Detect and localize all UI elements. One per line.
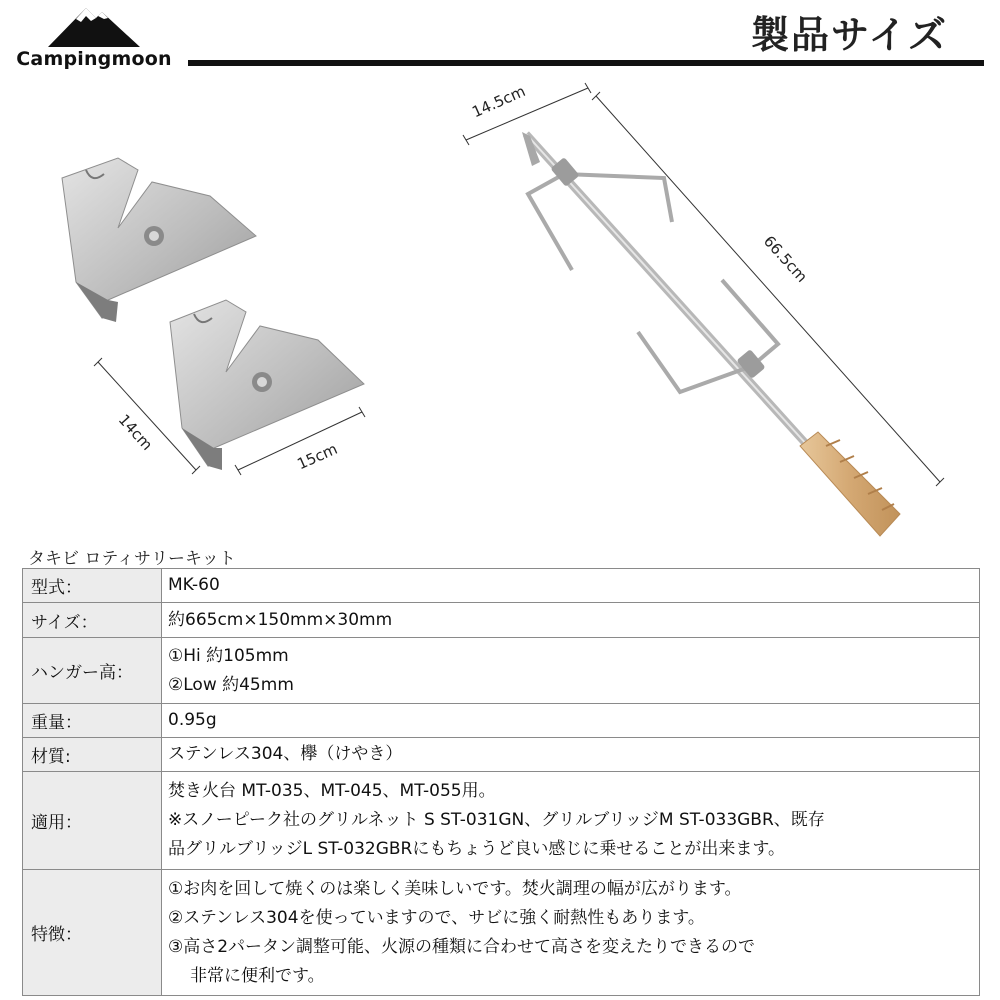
brand-name: Campingmoon — [16, 48, 172, 70]
spec-label: ハンガー高： — [23, 638, 162, 704]
spec-line: 0.95g — [168, 710, 217, 730]
spec-label: 型式： — [23, 569, 162, 603]
spec-label: サイズ： — [23, 603, 162, 638]
spec-row-weight — [23, 704, 980, 738]
rotisserie-skewer — [522, 132, 900, 536]
spec-line: MK-60 — [168, 575, 220, 595]
spec-label: 材質: — [23, 738, 162, 772]
spec-label: 適用： — [23, 772, 162, 870]
spec-row-material — [23, 738, 980, 772]
hanger-bracket-1 — [62, 158, 256, 322]
spec-label: 特徴： — [23, 870, 162, 996]
spec-row-model — [23, 569, 980, 603]
mountain-logo-icon — [46, 2, 142, 48]
spec-value — [162, 772, 980, 870]
spec-label: 重量： — [23, 704, 162, 738]
product-illustration — [0, 70, 1000, 545]
spec-line: ステンレス304、欅（けやき） — [168, 744, 403, 764]
spec-value — [162, 569, 980, 603]
spec-value — [162, 870, 980, 996]
product-name: タキビ ロティサリーキット — [28, 549, 236, 569]
spec-line: ①お肉を回して焼くのは楽しく美味しいです。焚火調理の幅が広がります。 — [168, 878, 742, 899]
spec-value — [162, 603, 980, 638]
dimension-skewer-length: 66.5cm — [759, 232, 811, 286]
spec-row-features — [23, 870, 980, 996]
spec-value — [162, 638, 980, 704]
spec-row-usage — [23, 772, 980, 870]
spec-line: ※スノーピーク社のグリルネット S ST-031GN、グリルブリッジM ST-033GBR、既存 — [168, 810, 825, 830]
spec-table — [22, 568, 980, 996]
spec-row-size — [23, 603, 980, 638]
spec-line: ①Hi 約105mm — [168, 645, 289, 666]
header — [0, 0, 1000, 80]
brand-logo — [14, 0, 174, 78]
spec-value — [162, 704, 980, 738]
page-title: 製品サイズ — [751, 13, 948, 57]
spec-row-hanger-height — [23, 638, 980, 704]
spec-line: ③高さ2パータン調整可能、火源の種類に合わせて高さを変えたりできるので — [168, 936, 756, 957]
spec-line: 焚き火台 MT-035、MT-045、MT-055用。 — [168, 781, 496, 801]
spec-line: 約665cm×150mm×30mm — [168, 609, 393, 630]
dimension-fork-width: 14.5cm — [469, 82, 529, 122]
dimension-hanger-width: 15cm — [294, 439, 341, 474]
spec-line: ②Low 約45mm — [168, 674, 294, 695]
spec-line: 非常に便利です。 — [190, 965, 325, 986]
header-rule — [188, 60, 984, 66]
dimension-hanger-depth: 14cm — [114, 410, 157, 454]
spec-line: ②ステンレス304を使っていますので、サビに強く耐熱性もあります。 — [168, 907, 705, 928]
spec-line: 品グリルブリッジL ST-032GBRにもちょうど良い感じに乗せることが出来ます。 — [168, 839, 785, 859]
spec-value — [162, 738, 980, 772]
